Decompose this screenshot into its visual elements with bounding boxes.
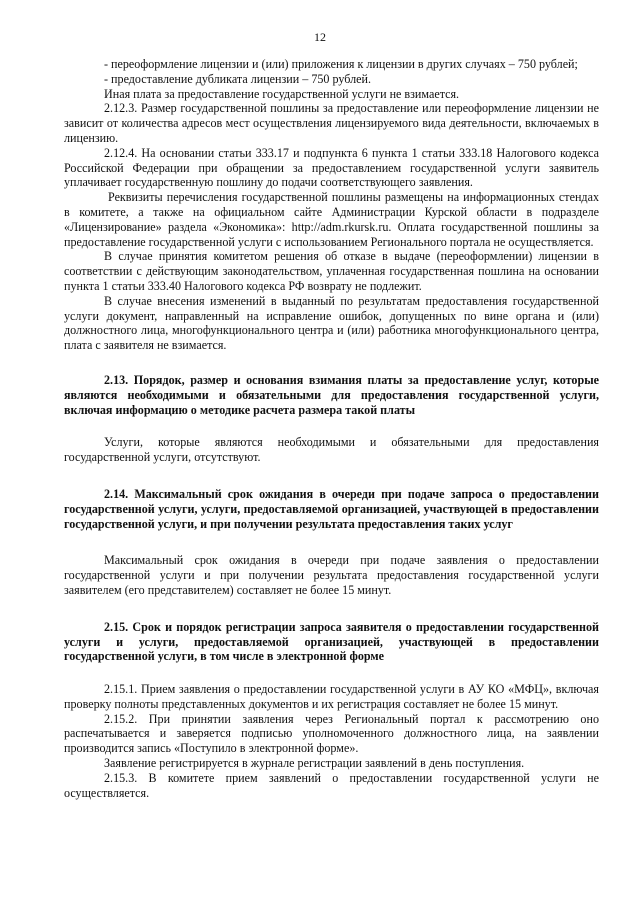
- paragraph-no-other-fee: Иная плата за предоставление государственной услуги не взимается.: [104, 86, 460, 101]
- section-heading-2-13: 2.13. Порядок, размер и основания взимания платы за предоставление услуг, которые являются необходимыми и обязательными для предоставления государственной услуги, включая информацию о методике расчета размера такой платы: [64, 372, 599, 417]
- paragraph-payment-details: Реквизиты перечисления государственной пошлины размещены на информационных стендах в комитете, а также на официальном сайте Администрации Курской области в подразделе «Лицензирование» раздела «Экономика»: http://adm.rkursk.ru. Оплата государственной пошлины за предоставление государственной услуги с использованием Регионального портала не осуществляется.: [64, 190, 599, 249]
- paragraph-2-12-3: 2.12.3. Размер государственной пошлины за предоставление или переоформление лицензии не зависит от количества адресов мест осуществления лицензируемого вида деятельности, включаемых в лицензию.: [64, 101, 599, 145]
- document-body: [64, 57, 599, 800]
- section-gap: [64, 465, 599, 487]
- paragraph-corrections: В случае внесения изменений в выданный по результатам предоставления государственной услуги документ, направленный на исправление ошибок, допущенных по вине органа и (или) должностного лица, многофункционального центра и (или) работника многофункционального центра, плата с заявителя не взимается.: [64, 293, 599, 353]
- section-heading-2-14: 2.14. Максимальный срок ожидания в очереди при подаче запроса о предоставлении государственной услуги, услуги, предоставляемой организацией, участвующей в предоставлении государственной услуги, и при получении результата предоставления таких услуг: [64, 486, 599, 531]
- paragraph-2-14: Максимальный срок ожидания в очереди при подаче заявления о предоставлении государственной услуги и при получении результата предоставления государственной услуги заявителем (его представителем) составляет не более 15 минут.: [64, 553, 599, 597]
- paragraph-2-15-2: 2.15.2. При принятии заявления через Региональный портал к рассмотрению оно распечатывается и заверяется подписью уполномоченного должностного лица, на заявлении производится запись «Поступило в электронной форме».: [64, 711, 599, 756]
- paragraph-2-13: Услуги, которые являются необходимыми и обязательными для предоставления государственной услуги, отсутствуют.: [64, 435, 599, 465]
- paragraph-2-15-1: 2.15.1. Прием заявления о предоставлении государственной услуги в АУ КО «МФЦ», включая проверку полноты представленных документов и их регистрация составляет не более 15 минут.: [64, 682, 599, 711]
- paragraph-2-15-2-registration: Заявление регистрируется в журнале регистрации заявлений в день поступления.: [104, 756, 525, 771]
- section-gap: [64, 664, 599, 682]
- section-gap: [64, 598, 599, 620]
- paragraph-2-12-4: 2.12.4. На основании статьи 333.17 и подпункта 6 пункта 1 статьи 333.18 Налогового кодекса Российской Федерации при обращении за предоставлением государственной услуги заявитель уплачивает государственную пошлину до подачи соответствующего заявления.: [64, 145, 599, 190]
- paragraph-2-15-3: 2.15.3. В комитете прием заявлений о предоставлении государственной услуги не осуществляется.: [64, 770, 599, 800]
- section-heading-2-15: 2.15. Срок и порядок регистрации запроса заявителя о предоставлении государственной услуги и услуги, предоставляемой организацией, участвующей в предоставлении государственной услуги, в том числе в электронной форме: [64, 619, 599, 664]
- paragraph-fee-duplicate: - предоставление дубликата лицензии – 750 рублей.: [104, 71, 372, 86]
- section-gap: [64, 353, 599, 373]
- section-gap: [64, 417, 599, 435]
- paragraph-fee-reissue: - переоформление лицензии и (или) приложения к лицензии в других случаях – 750 рублей;: [104, 57, 578, 71]
- paragraph-refusal: В случае принятия комитетом решения об отказе в выдаче (переоформлении) лицензии в соответствии с действующим законодательством, уплаченная государственная пошлина на основании пункта 1 статьи 333.40 Налогового кодекса РФ возврату не подлежит.: [64, 249, 599, 293]
- section-gap: [64, 531, 599, 553]
- page-number: 12: [314, 30, 326, 44]
